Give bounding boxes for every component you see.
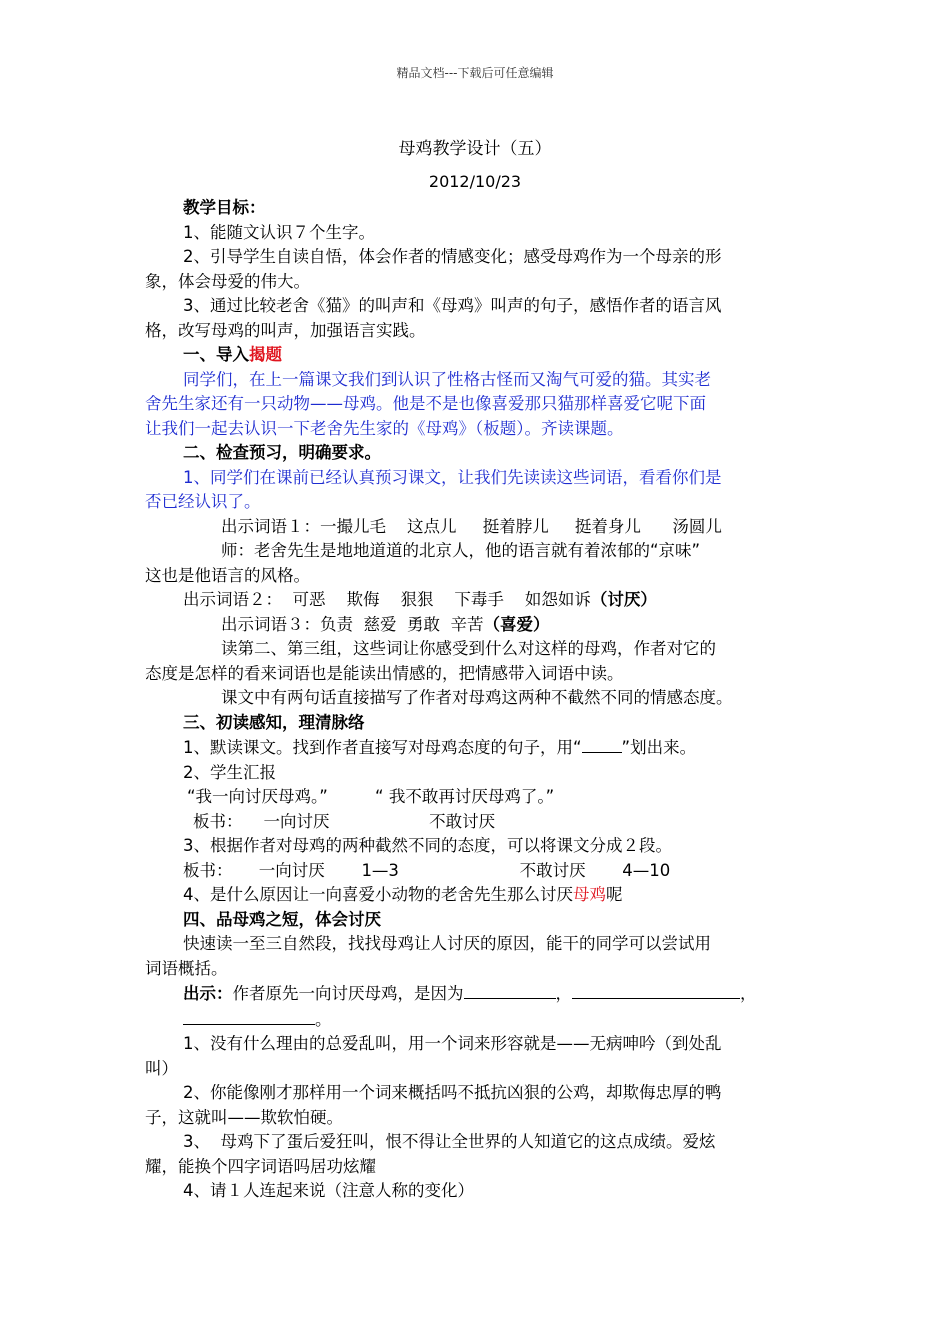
section-4-line-2: 词语概括。 xyxy=(145,958,228,978)
section-4-heading: 四、品母鸡之短，体会讨厌 xyxy=(183,909,381,929)
section-3-item-1-text: 1、默读课文。找到作者直接写对母鸡态度的句子，用“ xyxy=(183,738,582,757)
section-4-item-1-line-1: 1、没有什么理由的总爱乱叫，用一个词来形容就是——无病呻吟（到处乱 xyxy=(183,1034,722,1053)
board-writing-1: 板书： 一向讨厌 不敢讨厌 xyxy=(193,811,496,831)
word-group-1: 出示词语１：一撮儿毛 这点儿 挺着脖儿 挺着身儿 汤圆儿 xyxy=(221,516,722,536)
section-3-item-4 xyxy=(145,883,807,908)
section-3-item-4-text: 4、是什么原因让一向喜爱小动物的老舍先生那么讨厌 xyxy=(183,885,573,904)
read-instruction-line-1: 读第二、第三组，这些词让你感受到什么对这样的母鸡，作者对它的 xyxy=(221,639,716,658)
section-1-line-2: 舍先生家还有一只动物——母鸡。他是不是也像喜爱那只猫那样喜爱它呢下面 xyxy=(145,394,706,413)
document-title: 母鸡教学设计（五） xyxy=(398,139,552,159)
fill-in-blank-1 xyxy=(464,981,556,999)
fill-in-text: 作者原先一向讨厌母鸡，是因为 xyxy=(232,984,464,1003)
two-attitudes-line: 课文中有两句话直接描写了作者对母鸡这两种不截然不同的情感态度。 xyxy=(221,688,733,707)
word-group-3 xyxy=(145,613,807,638)
section-3-item-1 xyxy=(145,735,807,761)
fill-in-blank-2 xyxy=(572,981,740,999)
section-3-heading: 三、初读感知，理清脉络 xyxy=(183,712,365,732)
section-4-item-1-line-2: 叫） xyxy=(145,1058,178,1078)
lesson-body xyxy=(145,196,807,1204)
page-header: 精品文档---下载后可任意编辑 xyxy=(396,66,554,80)
goal-3-line-1: 3、通过比较老舍《猫》的叫声和《母鸡》叫声的句子，感悟作者的语言风 xyxy=(183,296,722,315)
section-4-item-4: 4、请１人连起来说（注意人称的变化） xyxy=(183,1181,474,1200)
goal-3-line-2: 格，改写母鸡的叫声，加强语言实践。 xyxy=(145,320,426,340)
section-4-item-3-line-1: 3、 母鸡下了蛋后爱狂叫，恨不得让全世界的人知道它的这点成绩。爱炫 xyxy=(183,1132,716,1151)
section-2-line-2: 否已经认识了。 xyxy=(145,492,261,511)
section-1-heading-highlight: 揭题 xyxy=(249,345,282,364)
word-group-2 xyxy=(145,588,807,613)
section-1-heading xyxy=(145,343,807,368)
section-4-item-2-line-2: 子，这就叫——欺软怕硬。 xyxy=(145,1107,343,1127)
section-1-line-3: 让我们一起去认识一下老舍先生家的《母鸡》（板题）。齐读课题。 xyxy=(145,418,624,438)
word-group-3-tag: （喜爱） xyxy=(483,614,550,634)
goals-heading: 教学目标： xyxy=(183,198,266,217)
document-date: 2012/10/23 xyxy=(428,172,522,191)
section-3-item-1-end: ”划出来。 xyxy=(621,738,697,757)
teacher-remark-line-1: 师：老舍先生是地地道道的北京人，他的语言就有着浓郁的“京味” xyxy=(221,541,701,560)
section-4-item-3-line-2: 耀，能换个四字词语吗居功炫耀 xyxy=(145,1156,376,1176)
fill-in-period: 。 xyxy=(315,1009,332,1029)
goal-2-line-2: 象，体会母爱的伟大。 xyxy=(145,271,310,291)
teacher-remark-line-2: 这也是他语言的风格。 xyxy=(145,565,310,585)
word-group-3-text: 出示词语３：负责 慈爱 勇敢 辛苦 xyxy=(221,614,484,634)
fill-in-label: 出示： xyxy=(183,984,233,1003)
section-1-heading-text: 一、导入 xyxy=(183,345,249,364)
section-1-line-1: 同学们，在上一篇课文我们到认识了性格古怪而又淘气可爱的猫。其实老 xyxy=(183,369,711,389)
word-group-2-tag: （讨厌） xyxy=(590,590,657,609)
goal-1: 1、能随文认识７个生字。 xyxy=(183,222,375,242)
section-3-item-4-highlight: 母鸡 xyxy=(573,885,606,904)
section-4-item-2-line-1: 2、你能像刚才那样用一个词来概括吗不抵抗凶狠的公鸡，却欺侮忠厚的鸭 xyxy=(183,1083,722,1102)
fill-in-prompt-cont xyxy=(145,1007,807,1033)
goal-2-line-1: 2、引导学生自读自悟，体会作者的情感变化；感受母鸡作为一个母亲的形 xyxy=(183,247,722,266)
fill-in-prompt xyxy=(145,981,807,1007)
word-group-2-text: 出示词语２： 可恶 欺侮 狠狠 下毒手 如怨如诉 xyxy=(183,590,591,609)
fill-in-comma-2: ， xyxy=(740,984,757,1003)
section-3-item-2: 2、学生汇报 xyxy=(183,762,276,782)
fill-in-comma-1: ， xyxy=(555,984,572,1003)
section-3-item-4-end: 呢 xyxy=(606,885,623,904)
section-4-line-1: 快速读一至三自然段，找找母鸡让人讨厌的原因，能干的同学可以尝试用 xyxy=(183,934,711,953)
board-writing-2: 板书： 一向讨厌 1—3 不敢讨厌 4—10 xyxy=(183,860,671,880)
fill-in-blank-3 xyxy=(183,1007,315,1025)
section-3-item-3: 3、根据作者对母鸡的两种截然不同的态度，可以将课文分成２段。 xyxy=(183,836,672,855)
key-sentences: “我一向讨厌母鸡。” “ 我不敢再讨厌母鸡了。” xyxy=(187,787,555,806)
section-2-line-1: 1、同学们在课前已经认真预习课文，让我们先读读这些词语，看看你们是 xyxy=(183,467,722,487)
read-instruction-line-2: 态度是怎样的看来词语也是能读出情感的，把情感带入词语中读。 xyxy=(145,663,624,683)
section-2-heading: 二、检查预习，明确要求。 xyxy=(183,443,381,462)
underline-blank xyxy=(582,735,622,753)
